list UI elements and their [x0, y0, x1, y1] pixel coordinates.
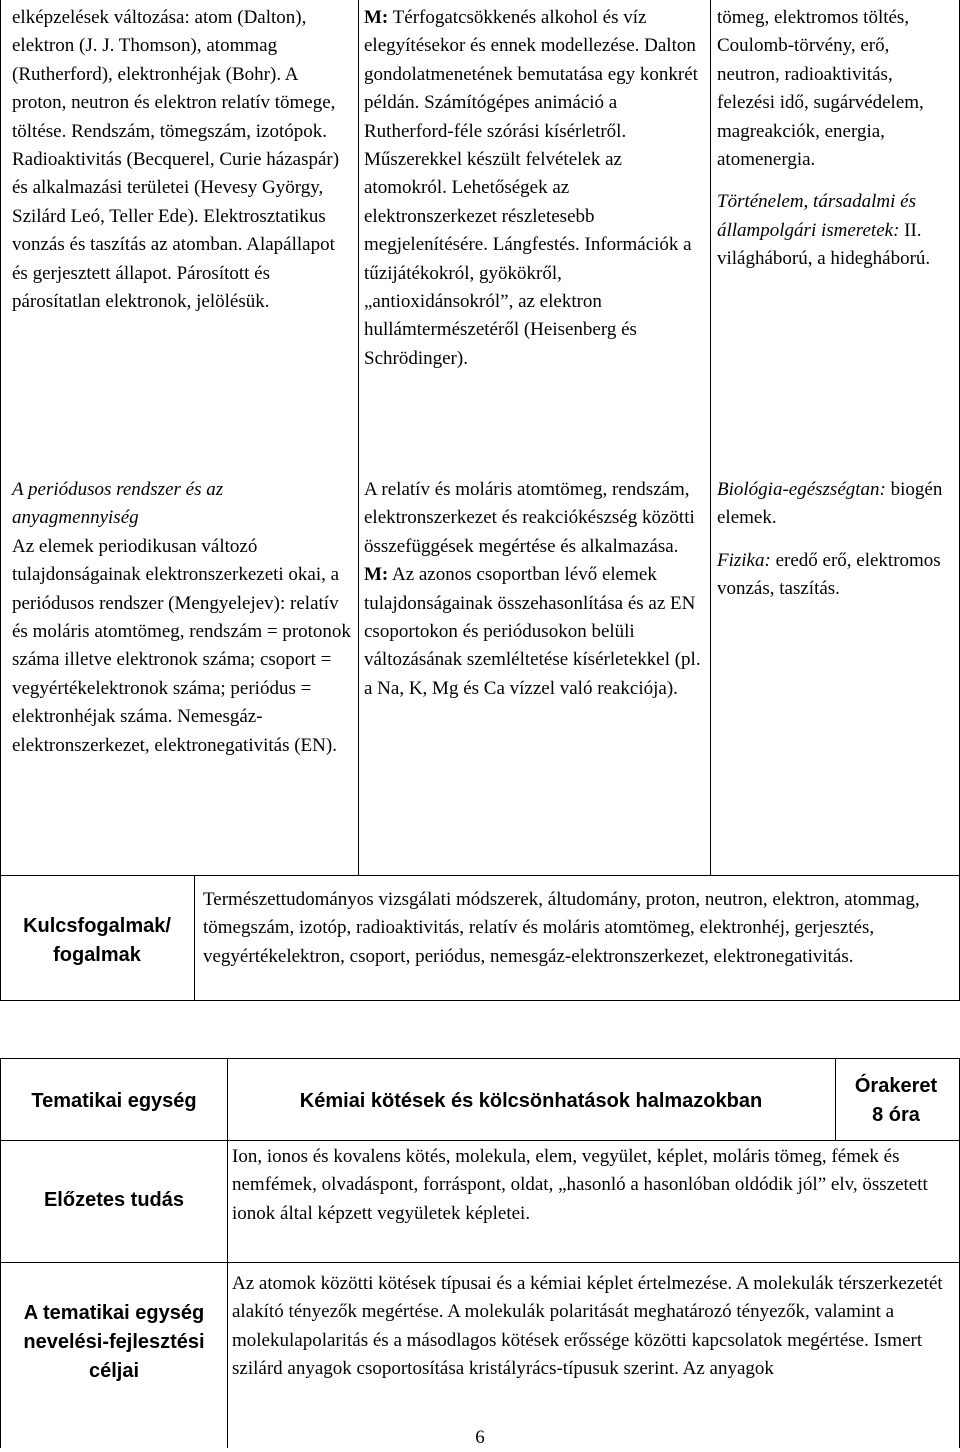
table-border [710, 0, 711, 875]
table-border [0, 1000, 960, 1001]
table-border [0, 1140, 960, 1141]
subject-name: Történelem, társadalmi és állampolgári ismeretek: [717, 191, 916, 241]
connections-cell [717, 476, 955, 604]
activities-text: A relatív és moláris atomtömeg, rendszám, elektronszerkezet és reakciókészség közötti összefüggések megértése és alkalmazása. [364, 479, 695, 557]
hours-cell [836, 1072, 956, 1130]
content-cell [12, 4, 352, 316]
connections-text: Fizika: eredő erő, elektromos vonzás, taszítás. [717, 549, 941, 600]
m-marker: M: [364, 564, 389, 586]
m-marker: M: [364, 7, 389, 28]
page-number: 6 [475, 1427, 485, 1448]
table-border [0, 1058, 960, 1059]
connections-text: Történelem, társadalmi és állampolgári ismeretek: II. világháború, a hidegháború. [717, 191, 931, 270]
table-border [0, 0, 1, 1000]
key-concepts-text: Természettudományos vizsgálati módszerek, áltudomány, proton, neutron, elektron, atommag, tömegszám, izotóp, radioaktivitás, relatív és moláris atomtömeg, elektronhéj, gerjesztés, vegyértékelektron, csoport, periódus, nemesgáz-elektronszerkezet, elektronegativitás. [203, 889, 920, 967]
content-text: Az elemek periodikusan változó tulajdonságainak elektronszerkezeti okai, a periódusos rendszer (Mengyelejev): relatív és moláris atomtömeg, rendszám = protonok száma illetve elektronok száma; csoport = vegyértékelektronok száma; periódus = elektronhéjak száma. Nemesgáz-elektronszerkezet, elektronegativitás (EN). [12, 535, 351, 756]
hours-value: 8 óra [872, 1104, 920, 1126]
section-title: A periódusos rendszer és az anyagmennyiség [12, 479, 224, 529]
goals-label: A tematikai egység nevelési-fejlesztési céljai [23, 1302, 205, 1382]
prior-knowledge-text: Ion, ionos és kovalens kötés, molekula, elem, vegyület, képlet, moláris tömeg, fémek és nemfémek, olvadáspont, forráspont, oldat, „hasonló a hasonlóban oldódik jól” elv, összetett ionok által képzett vegyületek képletei. [232, 1146, 928, 1224]
table-border [227, 1058, 228, 1448]
table-border [194, 876, 195, 1000]
connections-text: Biológia-egészségtan: biogén elemek. [717, 479, 943, 529]
table-border [0, 1262, 960, 1263]
activities-text: M: Térfogatcsökkenés alkohol és víz elegyítésekor és ennek modellezése. Dalton gondolatmenetének bemutatása egy konkrét példán. Számítógépes animáció a Rutherford-féle szórási kísérletről. Műszerekkel készült felvételek az atomokról. Lehetőségek az elektronszerkezet részletesebb megjelenítésére. Lángfestés. Információk a tűzijátékokról, gyökökről, „antioxidánsokról”, az elektron hullámtermészetéről (Heisenberg és Schrödinger). [364, 7, 698, 369]
key-concepts-label: Kulcsfogalmak/ fogalmak [23, 915, 171, 966]
prior-knowledge-label: Előzetes tudás [43, 1189, 185, 1211]
unit-title: Kémiai kötések és kölcsönhatások halmazokban [299, 1090, 763, 1112]
table-border [0, 1058, 1, 1448]
hours-label: Órakeret [854, 1075, 938, 1097]
table-border [0, 875, 960, 876]
content-cell [12, 476, 352, 760]
connections-cell [717, 4, 955, 274]
unit-label: Tematikai egység [31, 1090, 197, 1112]
subject-name: Fizika: [717, 549, 771, 571]
activities-text: M: Az azonos csoportban lévő elemek tulajdonságainak összehasonlítása és az EN csoportokon és periódusokon belüli változásának szemléltetése kísérletekkel (pl. a Na, K, Mg és Ca vízzel való reakciója). [364, 564, 701, 699]
content-text: elképzelések változása: atom (Dalton), elektron (J. J. Thomson), atommag (Rutherford), elektronhéjak (Bohr). A proton, neutron és elektron relatív tömege, töltése. Rendszám, tömegszám, izotópok. Radioaktivitás (Becquerel, Curie házaspár) és alkalmazási területei (Hevesy György, Szilárd Leó, Teller Ede). Elektrosztatikus vonzás és taszítás az atomban. Alapállapot és gerjesztett állapot. Párosított és párosítatlan elektronok, jelölésük. [12, 7, 340, 313]
connections-text: tömeg, elektromos töltés, Coulomb-törvény, erő, neutron, radioaktivitás, felezési idő, sugárvédelem, magreakciók, energia, atomenergia. [717, 7, 924, 171]
subject-name: Biológia-egészségtan: [717, 479, 886, 500]
goals-text: Az atomok közötti kötések típusai és a kémiai képlet értelmezése. A molekulák térszerkezetét alakító tényezők megértése. A molekulák polaritását meghatározó tényezők, valamint a molekulapolaritás és a másodlagos kötések erőssége közötti kapcsolatok megértése. Ismert szilárd anyagok csoportosítása kristályrács-típusuk szerint. Az anyagok [232, 1273, 943, 1380]
activities-cell [364, 4, 704, 373]
activities-cell [364, 476, 704, 703]
table-border [358, 0, 359, 875]
